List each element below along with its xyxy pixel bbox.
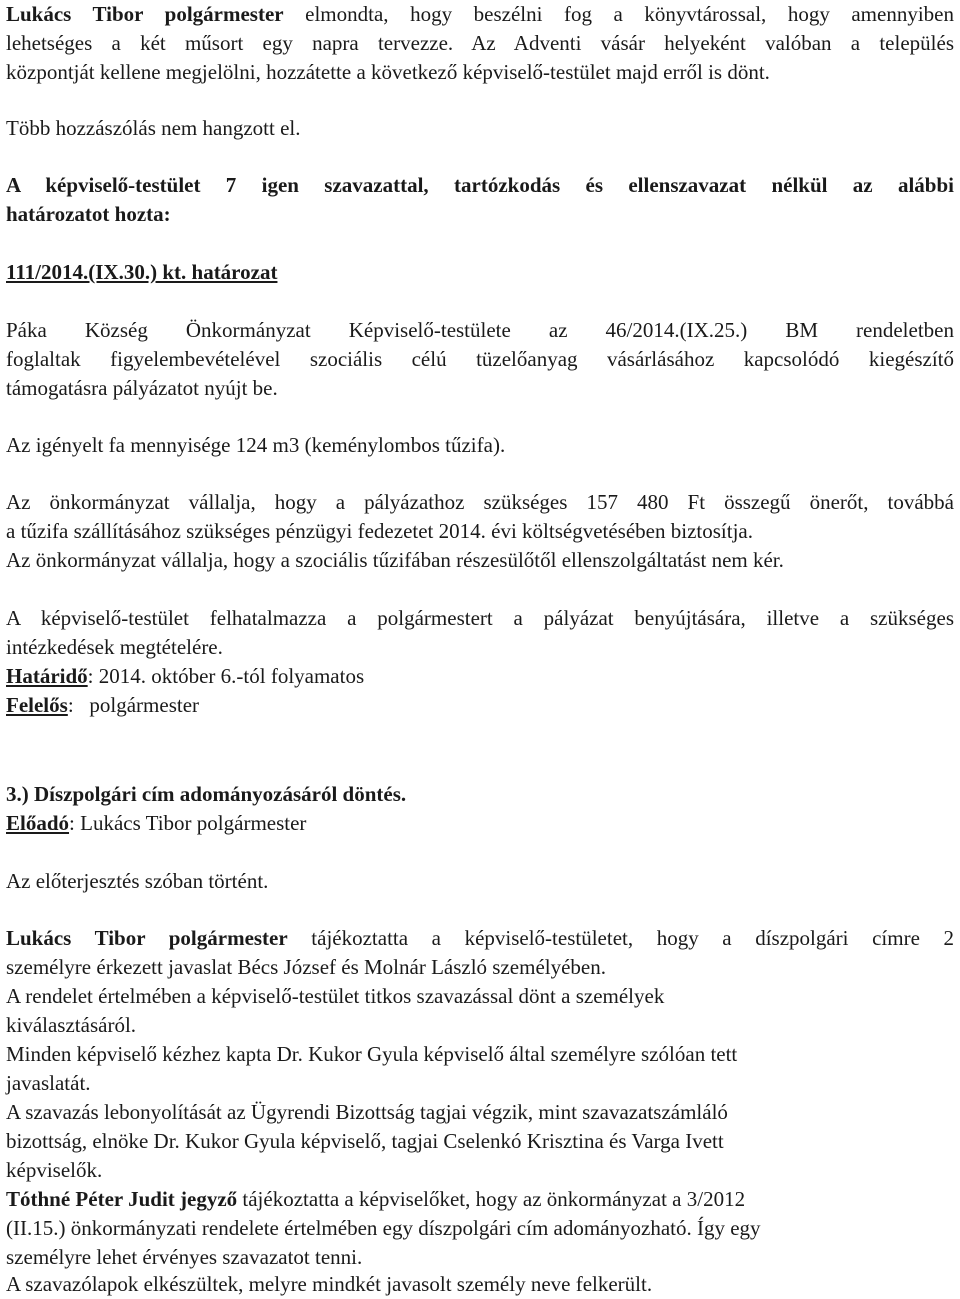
presenter-line [6,809,306,838]
resolution-line1: Páka Község Önkormányzat Képviselő-testülete az 46/2014.(IX.25.) BM rendeletben [6,318,954,342]
resolution-number: 111/2014.(IX.30.) kt. határozat [6,260,278,284]
vote-intro-line2: határozatot hozta: [6,202,171,226]
speaker-name: Lukács Tibor polgármester [6,926,288,950]
responsible-line: Felelős: polgármester [6,693,200,717]
resolution-line5: Az önkormányzat vállalja, hogy a pályázathoz szükséges 157 480 Ft összegű önerőt, továbbá [6,490,954,514]
resolution-line9: intézkedések megtételére. [6,635,223,659]
resolution-line4: Az igényelt fa mennyisége 124 m3 (keménylombos tűzifa). [6,433,506,457]
discussion-p1-line1: Lukács Tibor polgármester tájékoztatta a képviselő-testületet, hogy a díszpolgári címre 2 [6,926,954,950]
vote-intro-line1: A képviselő-testület 7 igen szavazattal, tartózkodás és ellenszavazat nélkül az alábbi [6,173,954,197]
discussion-p5-line1: Tóthné Péter Judit jegyző tájékoztatta a képviselőket, hogy az önkormányzat a 3/2012 [6,1187,746,1211]
deadline-line: Határidő: 2014. október 6.-tól folyamatos [6,664,365,688]
agenda-item-title: 3.) Díszpolgári cím adományozásáról döntés. [6,782,407,806]
para1-line3: központját kellene megjelölni, hozzátette a következő képviselő-testület majd erről is dönt. [6,60,770,84]
discussion-p2-line1: A rendelet értelmében a képviselő-testület titkos szavazással dönt a személyek [6,984,665,1008]
deadline-value: 2014. október 6.-tól folyamatos [98,664,365,688]
resolution-line3: támogatásra pályázatot nyújt be. [6,376,278,400]
discussion-p5-line2: (II.15.) önkormányzati rendelete értelmében egy díszpolgári cím adományozható. Így egy [6,1216,761,1240]
responsible-value: polgármester [89,693,200,717]
speaker-name: Lukács Tibor polgármester [6,2,284,26]
para1-line1: Lukács Tibor polgármester elmondta, hogy beszélni fog a könyvtárossal, hogy amennyiben [6,2,954,26]
deadline-label: Határidő [6,664,88,688]
discussion-p5-line3: személyre lehet érvényes szavazatot tenni. [6,1245,363,1269]
discussion-p4-line1: A szavazás lebonyolítását az Ügyrendi Bizottság tagjai végzik, mint szavazatszámláló [6,1100,728,1124]
discussion-p2-line2: kiválasztásáról. [6,1013,137,1037]
resolution-line7: Az önkormányzat vállalja, hogy a szociális tűzifában részesülőtől ellenszolgáltatást nem kér. [6,548,784,572]
discussion-p1-line2: személyre érkezett javaslat Bécs József és Molnár László személyében. [6,955,606,979]
resolution-line2: foglaltak figyelembevételével szociális célú tüzelőanyag vásárlásához kapcsolódó kiegészítő [6,347,954,371]
discussion-p4-line3: képviselők. [6,1158,103,1182]
no-more-comments: Több hozzászólás nem hangzott el. [6,116,301,140]
discussion-p3-line1: Minden képviselő kézhez kapta Dr. Kukor Gyula képviselő által személyre szólóan tett [6,1042,738,1066]
speaker-name: Tóthné Péter Judit jegyző [6,1187,238,1211]
oral-presentation-note: Az előterjesztés szóban történt. [6,869,269,893]
resolution-line6: a tűzifa szállításához szükséges pénzügyi fedezetet 2014. évi költségvetésében biztosítja. [6,519,753,543]
discussion-p4-line2: bizottság, elnöke Dr. Kukor Gyula képviselő, tagjai Cselenkó Krisztina és Varga Ivett [6,1129,724,1153]
para1-line2: lehetséges a két műsort egy napra tervezze. Az Adventi vásár helyeként valóban a település [6,31,954,55]
presenter-label: Előadó [6,811,70,835]
responsible-label: Felelős [6,693,68,717]
discussion-p3-line2: javaslatát. [6,1071,91,1095]
presenter-value: : Lukács Tibor polgármester [69,811,307,835]
resolution-line8: A képviselő-testület felhatalmazza a polgármestert a pályázat benyújtására, illetve a szükséges [6,606,954,630]
discussion-p6: A szavazólapok elkészültek, melyre mindkét javasolt személy neve felkerült. [6,1272,653,1296]
